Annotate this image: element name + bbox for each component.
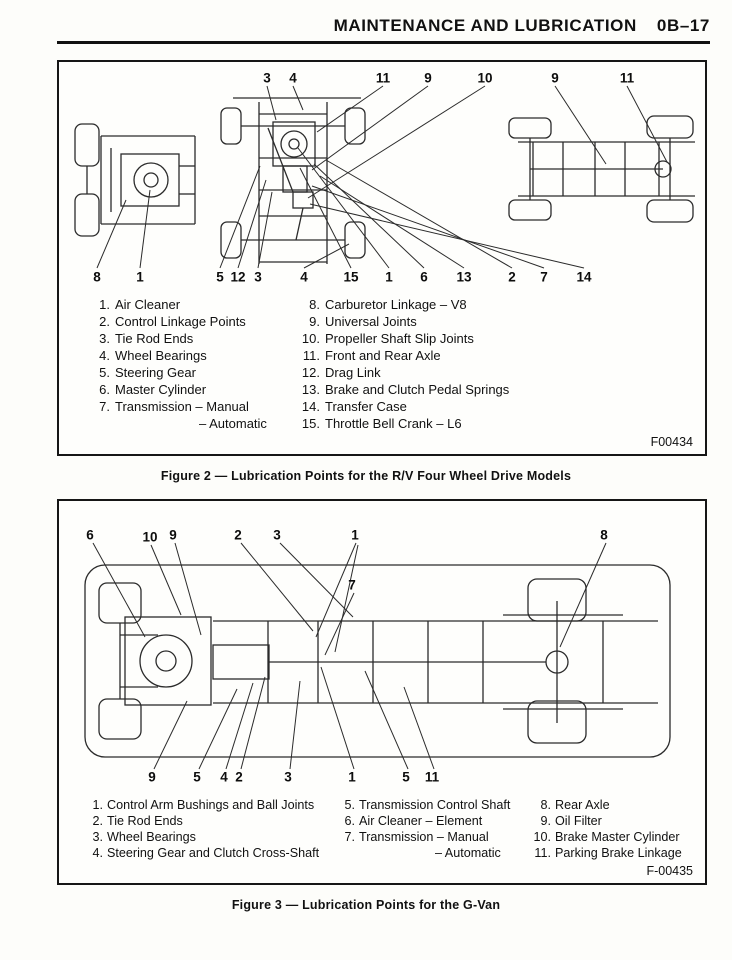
legend-number: 8. [309, 297, 320, 312]
legend-number: 9. [540, 814, 551, 828]
legend-label: Air Cleaner – Element [359, 814, 483, 828]
legend-sublabel: – Automatic [435, 846, 501, 860]
legend-item [297, 415, 509, 432]
legend-item [87, 313, 297, 330]
legend-number: 3. [99, 331, 110, 346]
legend-item [297, 313, 509, 330]
gvan-chassis-view [85, 565, 670, 757]
figure3-box [57, 499, 707, 885]
legend-label: Air Cleaner [115, 297, 181, 312]
callout-number: 7 [540, 269, 548, 285]
legend-item [531, 829, 682, 845]
callout-number: 8 [93, 269, 101, 285]
callout-number: 1 [348, 769, 356, 785]
legend-label: Steering Gear [115, 365, 196, 380]
legend-label: Rear Axle [555, 798, 610, 812]
callout-number: 9 [551, 70, 559, 86]
callout-number: 9 [424, 70, 432, 86]
legend-label: Oil Filter [555, 814, 602, 828]
legend-label: Propeller Shaft Slip Joints [325, 331, 474, 346]
legend-item [297, 381, 509, 398]
callout-number: 8 [600, 527, 608, 543]
callout-number: 3 [254, 269, 262, 285]
callout-number: 3 [273, 527, 281, 543]
legend-label: Tie Rod Ends [107, 814, 183, 828]
legend-label: Transfer Case [325, 399, 407, 414]
legend-sublabel: – Automatic [199, 416, 267, 431]
legend-label: Brake Master Cylinder [555, 830, 680, 844]
legend-item [335, 813, 531, 829]
legend-label: Steering Gear and Clutch Cross-Shaft [107, 846, 320, 860]
callout-number: 1 [385, 269, 393, 285]
legend-number: 14. [301, 399, 320, 414]
callout-number: 14 [576, 269, 592, 285]
callout-number: 5 [193, 769, 201, 785]
legend-number: 1. [99, 297, 110, 312]
rv-chassis-top-view [221, 98, 365, 264]
legend-number: 13. [301, 382, 320, 397]
header-title: MAINTENANCE AND LUBRICATION [333, 16, 637, 35]
callout-number: 11 [424, 769, 440, 785]
legend-number: 15. [301, 416, 320, 431]
callout-number: 11 [619, 70, 635, 86]
figure2-caption: Figure 2 — Lubrication Points for the R/V Four Wheel Drive Models [160, 469, 572, 483]
rv-rear-chassis-view [509, 116, 695, 222]
figure2-legend [63, 296, 701, 432]
legend-label: Control Linkage Points [115, 314, 246, 329]
legend-number: 7. [99, 399, 110, 414]
rv-chassis-line-art [63, 66, 701, 292]
callout-number: 2 [508, 269, 516, 285]
legend-number: 10. [533, 830, 551, 844]
page-header [57, 16, 710, 44]
callout-number: 15 [343, 269, 359, 285]
callout-number: 7 [348, 577, 356, 593]
callout-number: 13 [456, 269, 472, 285]
figure3-legend-col1 [83, 797, 335, 861]
header-page-code: 0B–17 [656, 16, 710, 35]
legend-label: Parking Brake Linkage [555, 846, 682, 860]
figure2-diagram [63, 66, 701, 292]
figure3-legend-col2 [335, 797, 531, 861]
legend-number: 5. [344, 798, 355, 812]
legend-item [297, 364, 509, 381]
legend-number: 9. [309, 314, 320, 329]
figure2-box [57, 60, 707, 456]
legend-item [297, 347, 509, 364]
gvan-chassis-line-art [63, 505, 701, 793]
legend-number: 7. [344, 830, 355, 844]
legend-number: 3. [92, 830, 103, 844]
callout-number: 6 [86, 527, 94, 543]
legend-number: 2. [92, 814, 103, 828]
legend-number: 1. [92, 798, 103, 812]
callout-number: 9 [148, 769, 156, 785]
legend-label: Drag Link [325, 365, 381, 380]
figure2-leader-lines [97, 86, 667, 268]
callout-number: 11 [375, 70, 391, 86]
legend-number: 4. [99, 348, 110, 363]
legend-item [297, 296, 509, 313]
callout-number: 2 [235, 769, 243, 785]
legend-label: Transmission Control Shaft [359, 798, 511, 812]
legend-label: Transmission – Manual – Automatic [87, 399, 297, 432]
legend-item [297, 330, 509, 347]
legend-number: 10. [301, 331, 320, 346]
legend-item [87, 364, 297, 381]
legend-label: Throttle Bell Crank – L6 [325, 416, 462, 431]
legend-item [83, 813, 335, 829]
legend-item [531, 845, 682, 861]
legend-number: 11. [534, 846, 551, 860]
legend-item [297, 398, 509, 415]
figure2-legend-left [87, 296, 297, 432]
callout-number: 4 [289, 70, 297, 86]
callout-number: 10 [477, 70, 493, 86]
callout-number: 5 [216, 269, 224, 285]
legend-item [83, 829, 335, 845]
header-rule [57, 41, 710, 44]
callout-number: 1 [136, 269, 144, 285]
callout-number: 3 [263, 70, 271, 86]
figure3-reference-code: F-00435 [646, 864, 693, 878]
figure3-caption: Figure 3 — Lubrication Points for the G-Van [231, 898, 501, 912]
legend-label: Transmission – Manual – Automatic [335, 830, 531, 861]
callout-number: 4 [220, 769, 228, 785]
legend-item [335, 829, 531, 861]
legend-number: 11. [302, 348, 320, 363]
legend-number: 6. [99, 382, 110, 397]
callout-number: 4 [300, 269, 308, 285]
figure3-diagram [63, 505, 701, 793]
callout-number: 1 [351, 527, 359, 543]
callout-number: 6 [420, 269, 428, 285]
legend-item [531, 813, 682, 829]
legend-label: Control Arm Bushings and Ball Joints [107, 798, 315, 812]
figure3-legend [63, 797, 701, 861]
legend-item [83, 797, 335, 813]
callout-number: 5 [402, 769, 410, 785]
legend-number: 4. [92, 846, 103, 860]
callout-number: 3 [284, 769, 292, 785]
header-line [57, 16, 710, 36]
legend-label: Master Cylinder [115, 382, 207, 397]
legend-item [87, 398, 297, 432]
callout-number: 12 [230, 269, 246, 285]
legend-item [87, 347, 297, 364]
callout-number: 10 [142, 529, 158, 545]
figure3-legend-col3 [531, 797, 682, 861]
legend-number: 2. [99, 314, 110, 329]
legend-label: Tie Rod Ends [115, 331, 194, 346]
figure2-legend-right [297, 296, 509, 432]
legend-item [335, 797, 531, 813]
figure2-reference-code: F00434 [650, 435, 693, 449]
legend-number: 12. [301, 365, 320, 380]
legend-number: 5. [99, 365, 110, 380]
legend-number: 6. [344, 814, 355, 828]
legend-item [531, 797, 682, 813]
legend-label: Universal Joints [325, 314, 417, 329]
legend-item [87, 381, 297, 398]
legend-label: Wheel Bearings [115, 348, 207, 363]
legend-number: 8. [540, 798, 551, 812]
legend-label: Front and Rear Axle [325, 348, 441, 363]
callout-number: 2 [234, 527, 242, 543]
legend-label: Wheel Bearings [107, 830, 196, 844]
legend-label: Brake and Clutch Pedal Springs [325, 382, 510, 397]
legend-item [83, 845, 335, 861]
legend-label: Carburetor Linkage – V8 [325, 297, 467, 312]
legend-item [87, 330, 297, 347]
callout-number: 9 [169, 527, 177, 543]
legend-item [87, 296, 297, 313]
rv-front-clip-view [75, 124, 195, 236]
